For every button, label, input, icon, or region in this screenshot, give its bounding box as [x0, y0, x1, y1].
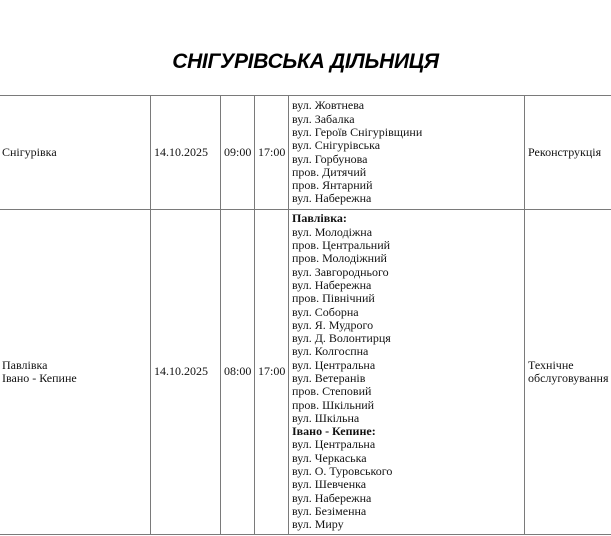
- settlement-heading: Івано - Кепине:: [292, 424, 376, 439]
- street-item: вул. Центральна: [292, 357, 376, 372]
- streets-cell: [289, 96, 525, 210]
- page-title: СНІГУРІВСЬКА ДІЛЬНИЦЯ: [172, 50, 439, 73]
- street-item: вул. Шкільна: [292, 410, 360, 425]
- street-item: пров. Янтарний: [292, 178, 373, 193]
- street-item: вул. Я. Мудрого: [292, 317, 374, 332]
- table-row: [0, 96, 611, 210]
- street-item: вул. Молодіжна: [292, 224, 373, 239]
- street-item: вул. Горбунова: [292, 151, 368, 166]
- end-time-cell: 17:00: [255, 210, 289, 535]
- street-item: вул. Героїв Снігурівщини: [292, 124, 423, 139]
- street-item: вул. Жовтнева: [292, 98, 365, 113]
- street-item: вул. Миру: [292, 517, 344, 532]
- street-item: вул. Д. Волонтирця: [292, 331, 391, 346]
- street-item: вул. Ветеранів: [292, 371, 366, 385]
- street-item: вул. Набережна: [292, 277, 372, 292]
- street-item: вул. Колгоспна: [292, 344, 369, 359]
- street-item: вул. Центральна: [292, 437, 376, 452]
- street-item: вул. Набережна: [292, 191, 372, 206]
- street-item: пров. Північний: [292, 291, 375, 306]
- street-item: вул. Завгороднього: [292, 264, 389, 279]
- street-item: пров. Дитячий: [292, 164, 367, 179]
- outage-schedule-table: [0, 95, 611, 535]
- street-item: вул. Набережна: [292, 490, 372, 505]
- street-item: вул. О. Туровського: [292, 464, 393, 479]
- start-time-cell: 09:00: [221, 96, 255, 210]
- street-item: пров. Степовий: [292, 384, 372, 399]
- settlement-name: Павлівка: [2, 357, 48, 372]
- streets-cell: [289, 210, 525, 535]
- street-item: вул. Забалка: [292, 111, 355, 126]
- street-item: пров. Шкільний: [292, 397, 375, 412]
- settlement-cell: [0, 210, 151, 535]
- work-type-cell: Технічне обслуговування: [525, 210, 611, 535]
- street-item: вул. Соборна: [292, 304, 359, 319]
- settlement-name: Снігурівка: [2, 144, 57, 159]
- start-time-cell: 08:00: [221, 210, 255, 535]
- settlement-cell: [0, 96, 151, 210]
- street-item: пров. Центральний: [292, 238, 391, 253]
- settlement-heading: Павлівка:: [292, 211, 347, 226]
- street-item: вул. Снігурівська: [292, 138, 381, 153]
- settlement-name: Івано - Кепине: [2, 371, 77, 385]
- end-time-cell: 17:00: [255, 96, 289, 210]
- table-row: [0, 210, 611, 535]
- street-item: вул. Безіменна: [292, 503, 367, 518]
- work-type-cell: Реконструкція: [525, 96, 611, 210]
- street-item: вул. Шевченка: [292, 477, 367, 492]
- street-item: вул. Черкаська: [292, 450, 367, 465]
- table-body: [0, 96, 611, 535]
- date-cell: 14.10.2025: [151, 96, 221, 210]
- street-item: пров. Молодіжний: [292, 251, 387, 266]
- date-cell: 14.10.2025: [151, 210, 221, 535]
